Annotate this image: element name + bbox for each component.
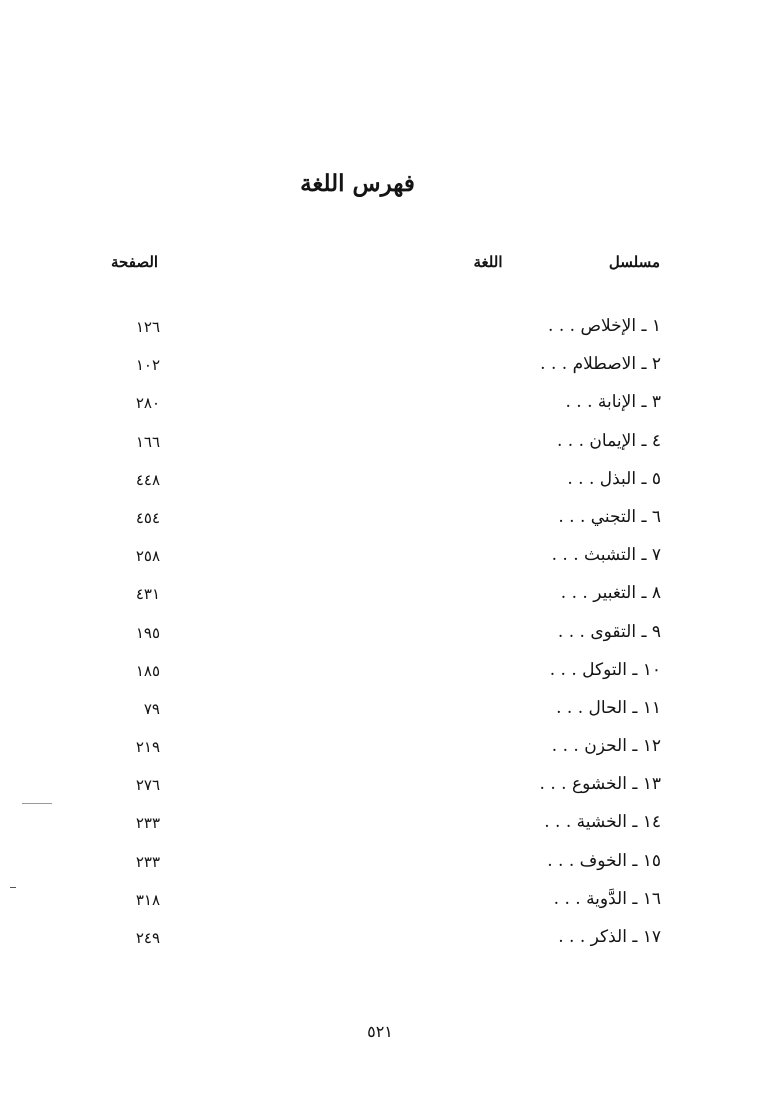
index-entry [0,427,760,465]
entry-page-number: ٤٤٨ [135,470,160,489]
index-entry [0,694,760,732]
entry-label: ٣ ـ الإنابة . . . [565,392,661,413]
index-entry [0,885,760,923]
entry-label: ٨ ـ التغبير . . . [560,583,661,604]
entry-page-number: ٢١٩ [135,738,160,757]
entry-page-number: ٢٥٨ [135,547,160,566]
index-entry [0,923,760,961]
entry-label: ١٤ ـ الخشية . . . [544,812,661,833]
entry-page-number: ٧٩ [143,699,160,718]
page-number: ٥٢١ [367,1022,393,1041]
entry-label: ١٦ ـ الدَّوية . . . [553,888,661,909]
entry-page-number: ١٩٥ [135,623,160,642]
index-entry [0,388,760,426]
index-entry [0,732,760,770]
index-entry [0,656,760,694]
index-entry [0,579,760,617]
entry-label: ١١ ـ الحال . . . [556,697,661,718]
entry-label: ١٢ ـ الحزن . . . [551,736,661,757]
entry-page-number: ١٠٢ [135,356,160,375]
entry-page-number: ٣١٨ [135,890,160,909]
index-entry [0,618,760,656]
entry-page-number: ٢٣٣ [135,814,160,833]
entry-label: ١٣ ـ الخشوع . . . [539,774,661,795]
scan-mark [22,803,52,804]
serial-column-header: مسلسل [608,253,660,271]
entry-label: ١٠ ـ التوكل . . . [549,659,661,680]
entry-page-number: ١٢٦ [135,318,160,336]
entry-label: ٧ ـ التشبث . . . [551,545,661,566]
index-entry [0,503,760,541]
scan-mark [10,887,16,888]
entry-page-number: ٢٣٣ [135,852,160,871]
entry-label: ١٥ ـ الخوف . . . [547,850,661,871]
entry-label: ٢ ـ الاصطلام . . . [540,354,661,375]
entry-page-number: ١٦٦ [135,432,160,451]
entry-label: ٩ ـ التقوى . . . [557,621,661,642]
index-entry [0,312,760,350]
index-entry [0,847,760,885]
index-entry [0,770,760,808]
entry-label: ٥ ـ البذل . . . [567,468,661,489]
entry-page-number: ٢٨٠ [135,394,160,413]
index-entry [0,541,760,579]
entry-label: ١ ـ الإخلاص . . . [548,316,661,336]
entry-page-number: ٤٣١ [135,585,160,604]
page-column-header: الصفحة [111,253,159,271]
index-entry [0,465,760,503]
entry-label: ١٧ ـ الذكر . . . [558,927,661,947]
page-title: فهرس اللغة [300,170,415,197]
index-entries [0,312,760,961]
index-entry [0,350,760,388]
entry-label: ٤ ـ الإيمان . . . [557,430,661,451]
entry-page-number: ٤٥٤ [135,508,160,527]
word-column-header: اللغة [473,253,503,271]
entry-page-number: ١٨٥ [135,661,160,680]
index-entry [0,808,760,846]
entry-page-number: ٢٧٦ [135,776,160,795]
entry-page-number: ٢٤٩ [135,929,160,947]
entry-label: ٦ ـ التجني . . . [558,506,661,527]
